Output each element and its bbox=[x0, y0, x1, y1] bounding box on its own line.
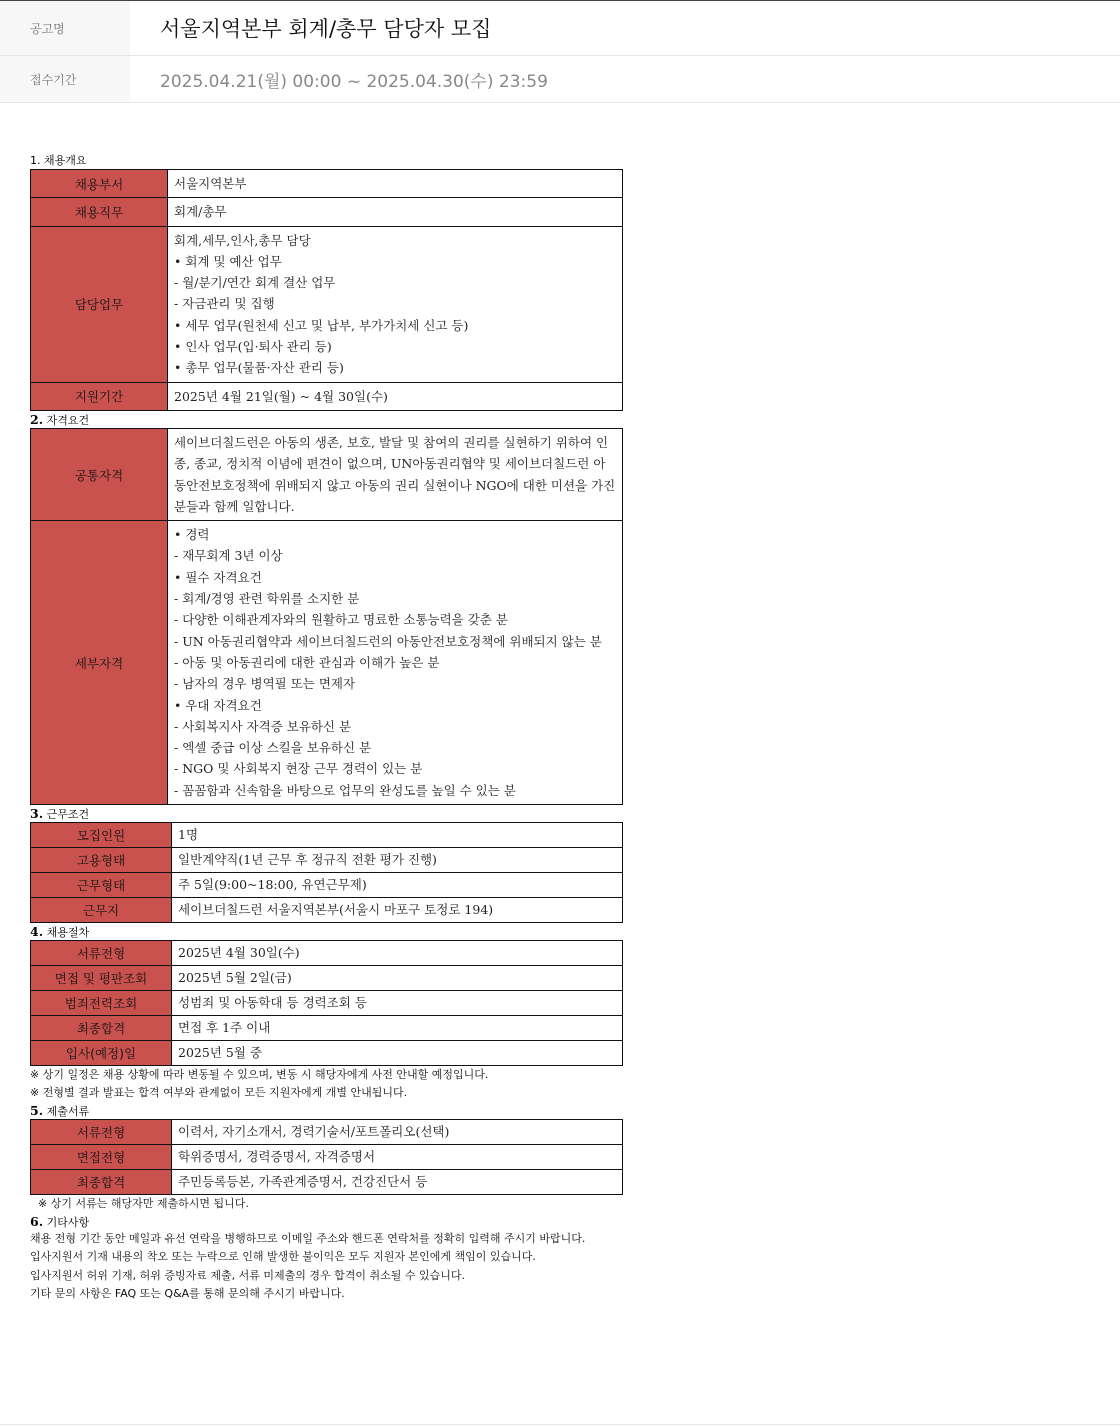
row-key: 최종합격 bbox=[31, 1170, 172, 1195]
etc-line: 입사지원서 기재 내용의 착오 또는 누락으로 인해 발생한 불이익은 모두 지원자 본인에게 책임이 있습니다. bbox=[30, 1250, 536, 1264]
row-key: 범죄전력조회 bbox=[31, 991, 172, 1016]
table-row bbox=[31, 941, 623, 966]
row-value: 일반계약직(1년 근무 후 정규직 전환 평가 진행) bbox=[172, 848, 623, 873]
row-key: 서류전형 bbox=[31, 1120, 172, 1145]
table-row bbox=[31, 898, 623, 923]
row-value: 2025년 5월 중 bbox=[172, 1041, 623, 1066]
table-row bbox=[31, 966, 623, 991]
row-key: 근무지 bbox=[31, 898, 172, 923]
etc-line: 입사지원서 허위 기재, 허위 증빙자료 제출, 서류 미제출의 경우 합격이 취소될 수 있습니다. bbox=[30, 1268, 465, 1282]
row-key: 모집인원 bbox=[31, 823, 172, 848]
table-row bbox=[31, 382, 623, 410]
row-value: 회계/총무 bbox=[168, 198, 623, 226]
section-title-process: 4. 채용절차 bbox=[30, 924, 90, 940]
row-value: 주 5일(9:00~18:00, 유연근무제) bbox=[172, 873, 623, 898]
row-key: 채용부서 bbox=[31, 170, 168, 198]
row-value: • 경력 - 재무회계 3년 이상 • 필수 자격요건 - 회계/경영 관련 학위를 소지한 분 - 다양한 이해관계자와의 원활하고 명료한 소통능력을 갖춘 분 - UN 아동권리협약과 세이브더칠드런의 아동안전보호정책에 위배되지 않는 분 - 아동 및 아동권리에 대한 관심과 이해가 높은 분 - 남자의 경우 병역필 또는 면제자 • 우대 자격요건 - 사회복지사 자격증 보유하신 분 - 엑셀 중급 이상 스킬을 보유하신 분 - NGO 및 사회복지 현장 근무 경력이 있는 분 - 꼼꼼함과 신속함을 바탕으로 업무의 완성도를 높일 수 있는 분 bbox=[168, 521, 623, 805]
table-row bbox=[31, 991, 623, 1016]
table-row bbox=[31, 848, 623, 873]
row-value: 회계,세무,인사,총무 담당 • 회계 및 예산 업무 - 월/분기/연간 회계 결산 업무 - 자금관리 및 집행 • 세무 업무(원천세 신고 및 납부, 부가가치세 신고 등) • 인사 업무(입·퇴사 관리 등) • 총무 업무(물품·자산 관리 등) bbox=[168, 226, 623, 382]
row-key: 고용형태 bbox=[31, 848, 172, 873]
row-value: 학위증명서, 경력증명서, 자격증명서 bbox=[172, 1145, 623, 1170]
posting-title: 서울지역본부 회계/총무 담당자 모집 bbox=[160, 17, 492, 41]
table-row bbox=[31, 1170, 623, 1195]
etc-line: 기타 문의 사항은 FAQ 또는 Q&A를 통해 문의해 주시기 바랍니다. bbox=[30, 1286, 345, 1300]
section-title-etc: 6. 기타사항 bbox=[30, 1214, 90, 1230]
row-value: 2025년 4월 21일(월) ~ 4월 30일(수) bbox=[168, 382, 623, 410]
row-value: 2025년 5월 2일(금) bbox=[172, 966, 623, 991]
table-row bbox=[31, 1120, 623, 1145]
etc-line: 채용 전형 기간 동안 메일과 유선 연락을 병행하므로 이메일 주소와 핸드폰 연락처를 정확히 입력해 주시기 바랍니다. bbox=[30, 1232, 586, 1246]
row-value: 세이브더칠드런은 아동의 생존, 보호, 발달 및 참여의 권리를 실현하기 위하여 인종, 종교, 정치적 이념에 편견이 없으며, UN아동권리협약 및 세이브더칠드런 아동안전보호정책에 위배되지 않고 아동의 권리 실현이나 NGO에 대한 미션을 가진 분들과 함께 일합니다. bbox=[168, 428, 623, 520]
conditions-table bbox=[30, 822, 623, 923]
application-period-row bbox=[0, 56, 1120, 103]
table-row bbox=[31, 1016, 623, 1041]
row-value: 성범죄 및 아동학대 등 경력조회 등 bbox=[172, 991, 623, 1016]
row-key: 면접 및 평판조회 bbox=[31, 966, 172, 991]
row-key: 근무형태 bbox=[31, 873, 172, 898]
row-key: 지원기간 bbox=[31, 382, 168, 410]
section-title-overview: 1. 채용개요 bbox=[30, 154, 87, 167]
table-row bbox=[31, 170, 623, 198]
row-value: 면접 후 1주 이내 bbox=[172, 1016, 623, 1041]
row-value: 주민등록등본, 가족관계증명서, 건강진단서 등 bbox=[172, 1170, 623, 1195]
process-note: ※ 전형별 결과 발표는 합격 여부와 관계없이 모든 지원자에게 개별 안내됩니다. bbox=[30, 1086, 408, 1100]
qualifications-table bbox=[30, 428, 623, 805]
table-row bbox=[31, 226, 623, 382]
table-row bbox=[31, 823, 623, 848]
table-row bbox=[31, 521, 623, 805]
row-key: 최종합격 bbox=[31, 1016, 172, 1041]
posting-title-label: 공고명 bbox=[0, 1, 130, 55]
row-key: 서류전형 bbox=[31, 941, 172, 966]
section-title-conditions: 3. 근무조건 bbox=[30, 806, 90, 822]
row-key: 공통자격 bbox=[31, 428, 168, 520]
process-table bbox=[30, 940, 623, 1066]
table-row bbox=[31, 1041, 623, 1066]
row-value: 이력서, 자기소개서, 경력기술서/포트폴리오(선택) bbox=[172, 1120, 623, 1145]
row-key: 입사(예정)일 bbox=[31, 1041, 172, 1066]
table-row bbox=[31, 198, 623, 226]
row-value: 세이브더칠드런 서울지역본부(서울시 마포구 토정로 194) bbox=[172, 898, 623, 923]
table-row bbox=[31, 428, 623, 520]
section-title-documents: 5. 제출서류 bbox=[30, 1103, 90, 1119]
table-row bbox=[31, 873, 623, 898]
overview-table bbox=[30, 169, 623, 411]
bottom-border bbox=[0, 1424, 1120, 1425]
documents-table bbox=[30, 1119, 623, 1195]
documents-note: ※ 상기 서류는 해당자만 제출하시면 됩니다. bbox=[38, 1197, 249, 1211]
row-key: 면접전형 bbox=[31, 1145, 172, 1170]
process-note: ※ 상기 일정은 채용 상황에 따라 변동될 수 있으며, 변동 시 해당자에게 사전 안내할 예정입니다. bbox=[30, 1068, 489, 1082]
row-key: 담당업무 bbox=[31, 226, 168, 382]
table-row bbox=[31, 1145, 623, 1170]
section-title-qualifications: 2. 자격요건 bbox=[30, 411, 90, 427]
posting-body bbox=[30, 152, 1100, 1303]
row-value: 1명 bbox=[172, 823, 623, 848]
application-period: 2025.04.21(월) 00:00 ~ 2025.04.30(수) 23:59 bbox=[160, 71, 548, 92]
row-value: 2025년 4월 30일(수) bbox=[172, 941, 623, 966]
row-value: 서울지역본부 bbox=[168, 170, 623, 198]
row-key: 세부자격 bbox=[31, 521, 168, 805]
row-key: 채용직무 bbox=[31, 198, 168, 226]
application-period-label: 접수기간 bbox=[0, 56, 130, 102]
posting-title-row bbox=[0, 1, 1120, 56]
